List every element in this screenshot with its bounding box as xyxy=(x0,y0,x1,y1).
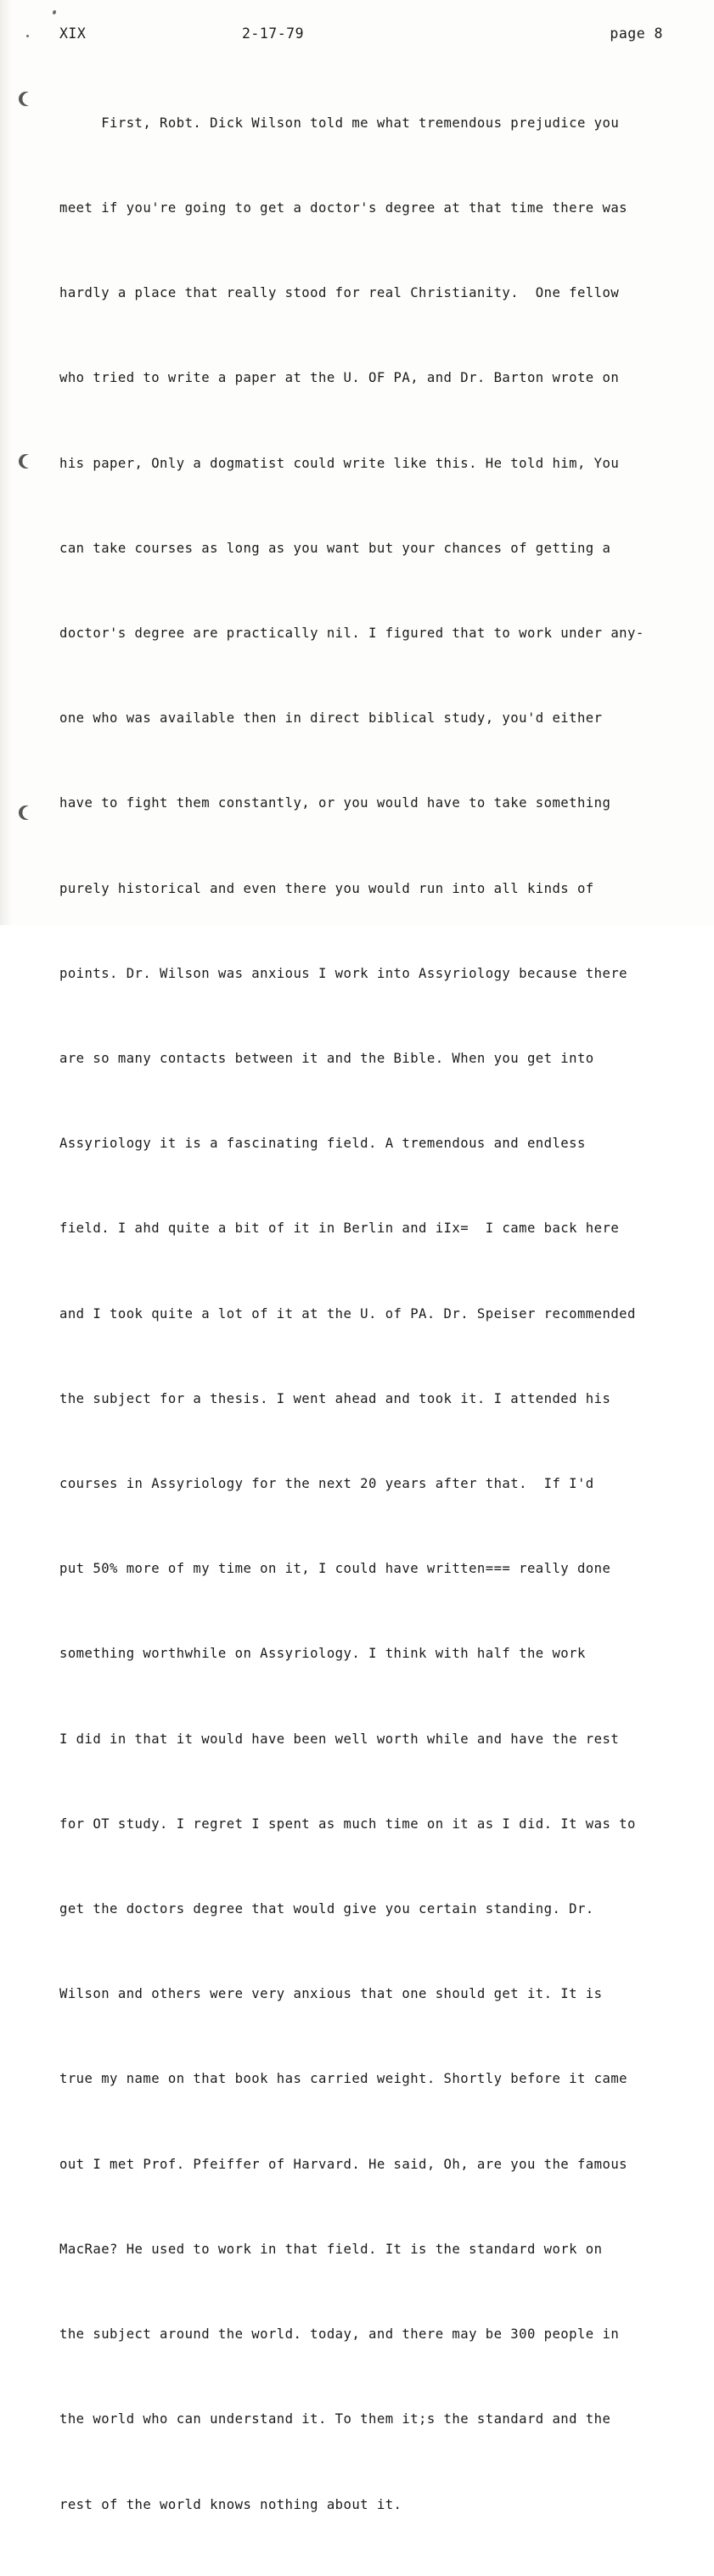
binder-hole-mark xyxy=(19,454,33,469)
text-line: for OT study. I regret I spent as much time on it as I did. It was to xyxy=(59,1816,636,1832)
scan-speck xyxy=(26,35,29,37)
header-date: 2-17-79 xyxy=(242,25,305,42)
text-line: First, Robt. Dick Wilson told me what tremendous prejudice you xyxy=(59,115,620,131)
text-line: doctor's degree are practically nil. I figured that to work under any- xyxy=(59,626,644,642)
text-line: points. Dr. Wilson was anxious I work into Assyriology because there xyxy=(59,965,627,981)
text-line: put 50% more of my time on it, I could have written=== really done xyxy=(59,1561,611,1577)
text-line: can take courses as long as you want but your chances of getting a xyxy=(59,540,611,556)
text-line: Wilson and others were very anxious that one should get it. It is xyxy=(59,1986,603,2002)
text-line: MacRae? He used to work in that field. It is the standard work on xyxy=(59,2241,603,2257)
text-line: his paper, Only a dogmatist could write like this. He told him, You xyxy=(59,455,620,471)
page-header xyxy=(59,25,663,42)
text-line: one who was available then in direct biblical study, you'd either xyxy=(59,710,603,727)
text-line: have to fight them constantly, or you would have to take something xyxy=(59,795,611,811)
text-line: and I took quite a lot of it at the U. of PA. Dr. Speiser recommended xyxy=(59,1305,636,1322)
text-line: purely historical and even there you would run into all kinds of xyxy=(59,880,594,896)
text-line: the world who can understand it. To them it;s the standard and the xyxy=(59,2411,611,2427)
text-line: field. I ahd quite a bit of it in Berlin and iIx= I came back here xyxy=(59,1221,620,1237)
scan-speck xyxy=(52,9,56,14)
text-line: something worthwhile on Assyriology. I think with half the work xyxy=(59,1646,586,1662)
header-page-number: page 8 xyxy=(610,25,663,42)
text-line: the subject around the world. today, and there may be 300 people in xyxy=(59,2326,620,2343)
text-line: who tried to write a paper at the U. OF PA, and Dr. Barton wrote on xyxy=(59,370,620,386)
text-line: courses in Assyriology for the next 20 years after that. If I'd xyxy=(59,1476,594,1492)
text-line: true my name on that book has carried weight. Shortly before it came xyxy=(59,2071,627,2087)
binder-hole-mark xyxy=(19,805,33,820)
text-line: rest of the world knows nothing about it. xyxy=(59,2496,402,2512)
header-section-number: XIX xyxy=(59,25,87,42)
text-line: meet if you're going to get a doctor's degree at that time there was xyxy=(59,200,627,216)
text-line: I did in that it would have been well worth while and have the rest xyxy=(59,1731,620,1747)
text-line: get the doctors degree that would give you certain standing. Dr. xyxy=(59,1901,594,1917)
text-line: Assyriology it is a fascinating field. A tremendous and endless xyxy=(59,1136,586,1152)
text-line: are so many contacts between it and the Bible. When you get into xyxy=(59,1051,594,1067)
text-line: out I met Prof. Pfeiffer of Harvard. He said, Oh, are you the famous xyxy=(59,2156,627,2172)
binder-hole-mark xyxy=(19,92,33,106)
text-line: hardly a place that really stood for real Christianity. One fellow xyxy=(59,285,620,301)
transcript-body xyxy=(59,53,679,2576)
text-line: the subject for a thesis. I went ahead and took it. I attended his xyxy=(59,1390,611,1406)
